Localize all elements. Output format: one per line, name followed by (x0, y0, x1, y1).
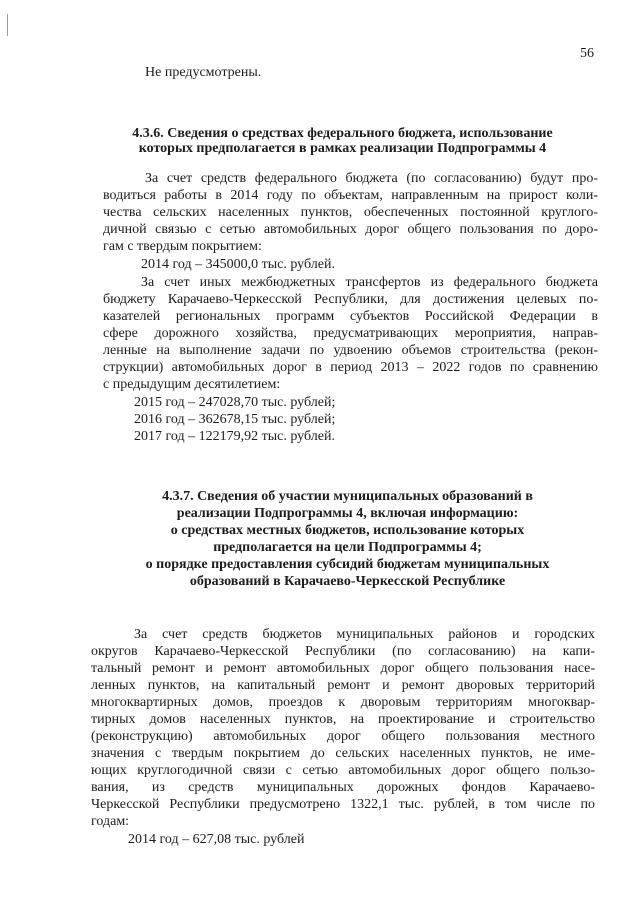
heading-line: которых предполагается в рамках реализации Подпрограммы 4 (138, 141, 547, 156)
amount-2014-federal: 2014 год – 345000,0 тыс. рублей. (141, 257, 335, 272)
paragraph-line: сфере дорожного хозяйства, предусматривающих мероприятия, направ- (103, 326, 598, 341)
paragraph-line: казателей региональных программ субъектов Российской Федерации в (103, 309, 598, 324)
page-number: 56 (580, 46, 594, 61)
paragraph-line: За счет иных межбюджетных трансфертов из федерального бюджета (141, 275, 598, 290)
heading-line: предполагается на цели Подпрограммы 4; (213, 540, 482, 555)
amount-2017: 2017 год – 122179,92 тыс. рублей. (134, 429, 335, 444)
paragraph-line: ленных пунктов, на капитальный ремонт и ремонт дворовых территорий (91, 678, 595, 693)
paragraph-line: вания, из средств муниципальных дорожных фондов Карачаево- (91, 780, 595, 795)
paragraph-line: годам: (91, 814, 130, 829)
paragraph-line: (реконструкцию) автомобильных дорог общего пользования местного (91, 729, 595, 744)
paragraph-line: ющих круглогодичной связи с сетью автомобильных дорог общего пользо- (91, 763, 595, 778)
heading-line: 4.3.7. Сведения об участии муниципальных образований в (162, 489, 533, 504)
paragraph-line: с предыдущим десятилетием: (103, 377, 281, 392)
paragraph-line: тирных домов населенных пунктов, на проектирование и строительство (91, 712, 595, 727)
heading-line: о средствах местных бюджетов, использование которых (170, 523, 525, 538)
amount-2015: 2015 год – 247028,70 тыс. рублей; (134, 395, 336, 410)
paragraph-line: гам с твердым покрытием: (103, 239, 262, 254)
paragraph-line: многоквартирных домов, проездов к дворовым территориям многоквар- (91, 695, 595, 710)
paragraph-line: За счет средств бюджетов муниципальных районов и городских (134, 627, 595, 642)
heading-line: 4.3.6. Сведения о средствах федерального бюджета, использование (132, 126, 553, 141)
amount-2014-municipal: 2014 год – 627,08 тыс. рублей (128, 832, 305, 847)
heading-line: реализации Подпрограммы 4, включая информацию: (176, 506, 519, 521)
paragraph-line: чества сельских населенных пунктов, обеспеченных постоянной круглого- (103, 205, 598, 220)
paragraph-line: значения с твердым покрытием до сельских населенных пунктов, не име- (91, 746, 595, 761)
paragraph-line: Черкесской Республики предусмотрено 1322,1 тыс. рублей, в том числе по (91, 797, 595, 812)
paragraph-line: тальный ремонт и ремонт автомобильных дорог общего пользования насе- (91, 661, 595, 676)
paragraph-line: округов Карачаево-Черкесской Республики (по согласованию) на капи- (91, 644, 595, 659)
heading-line: о порядке предоставления субсидий бюджетам муниципальных (145, 557, 550, 572)
not-provided-text: Не предусмотрены. (145, 65, 262, 80)
paragraph-line: дичной связью с сетью автомобильных дорог общего пользования по доро- (103, 222, 598, 237)
heading-line: образований в Карачаево-Черкесской Республике (189, 574, 506, 589)
paragraph-line: струкции) автомобильных дорог в период 2013 – 2022 годов по сравнению (103, 360, 598, 375)
paragraph-line: водиться работы в 2014 году по объектам, направленным на прирост коли- (103, 188, 598, 203)
paragraph-line: бюджету Карачаево-Черкесской Республики, для достижения целевых по- (103, 292, 598, 307)
margin-mark (7, 14, 8, 36)
amount-2016: 2016 год – 362678,15 тыс. рублей; (134, 412, 336, 427)
paragraph-line: За счет средств федерального бюджета (по согласованию) будут про- (145, 171, 598, 186)
paragraph-line: ленные на выполнение задачи по удвоению объемов строительства (рекон- (103, 343, 598, 358)
